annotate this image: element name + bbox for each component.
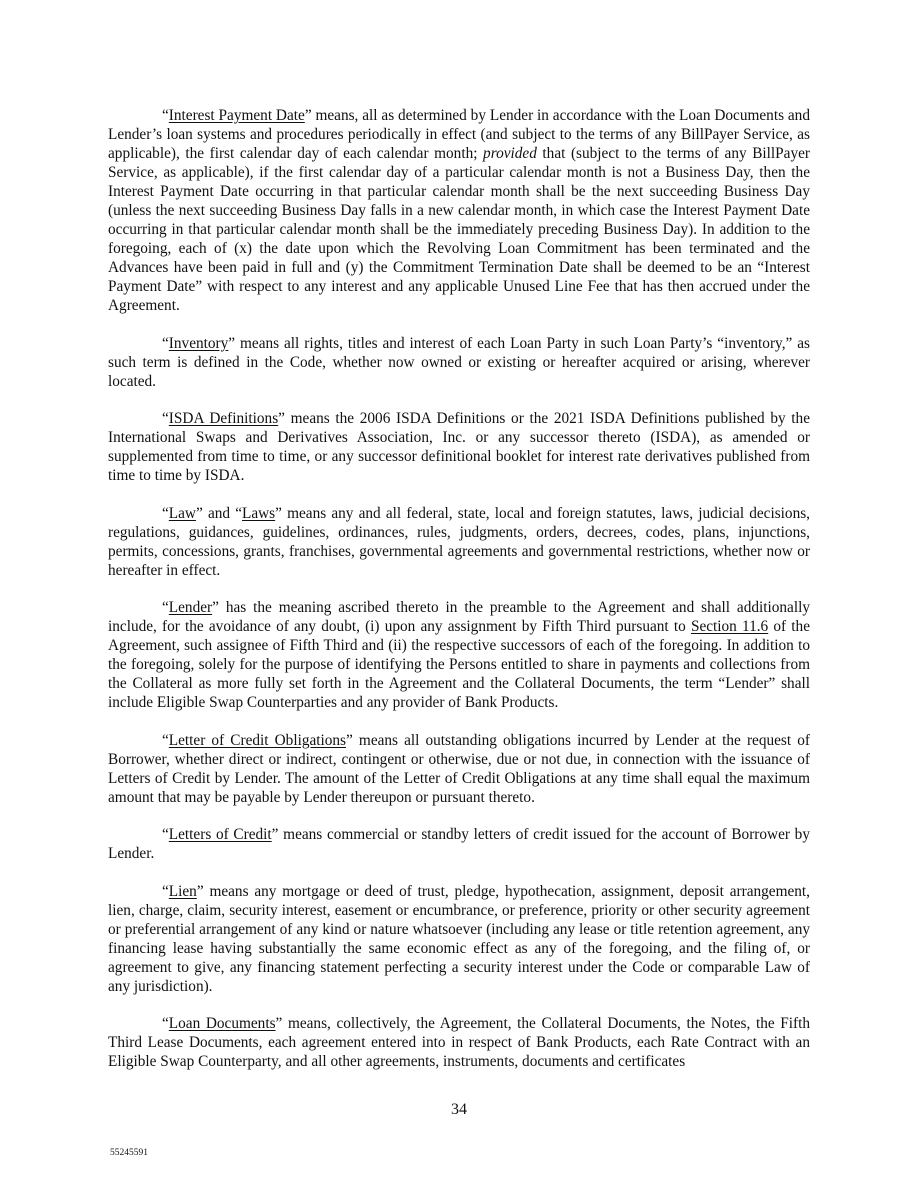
defined-term: Lender bbox=[168, 599, 213, 616]
page-number: 34 bbox=[451, 1101, 467, 1118]
definition-law: “Law” and “Laws” means any and all federal, state, local and foreign statutes, laws, judicial decisions, regulations, guidances, guidelines, ordinances, rules, judgments, orders, decrees, codes, plans, injunctions, permits, concessions, grants, franchises, governmental agreements and governmental restrictions, whether now or hereafter in effect. bbox=[108, 504, 810, 579]
document-id: 55245591 bbox=[110, 1148, 148, 1158]
definition-lender: “Lender” has the meaning ascribed thereto in the preamble to the Agreement and shall additionally include, for the avoidance of any doubt, (i) upon any assignment by Fifth Third pursuant to Section 11.6 of the Agreement, such assignee of Fifth Third and (ii) the respective successors of each of the foregoing. In addition to the foregoing, solely for the purpose of identifying the Persons entitled to share in payments and collections from the Collateral as more fully set forth in the Agreement and the Collateral Documents, the term “Lender” shall include Eligible Swap Counterparties and any provider of Bank Products. bbox=[108, 599, 810, 711]
defined-term: Laws bbox=[242, 504, 276, 522]
section-reference: Section 11.6 bbox=[690, 618, 769, 635]
definition-letter-of-credit-obligations: “Letter of Credit Obligations” means all outstanding obligations incurred by Lender at the request of Borrower, whether direct or indirect, contingent or otherwise, due or not due, in connection with the issuance of Letters of Credit by Lender. The amount of the Letter of Credit Obligations at any time shall equal the maximum amount that may be payable by Lender thereupon or pursuant thereto. bbox=[108, 731, 810, 806]
defined-term: ISDA Definitions bbox=[168, 410, 279, 427]
definition-letters-of-credit: “Letters of Credit” means commercial or standby letters of credit issued for the account of Borrower by Lender. bbox=[108, 826, 810, 862]
defined-term: Letters of Credit bbox=[168, 826, 272, 843]
definition-lien: “Lien” means any mortgage or deed of trust, pledge, hypothecation, assignment, deposit arrangement, lien, charge, claim, security interest, easement or encumbrance, or preference, priority or other security agreement or preferential arrangement of any kind or nature whatsoever (including any lease or title retention agreement, any financing lease having substantially the same economic effect as any of the foregoing, and the filing of, or agreement to give, any financing statement perfecting a security interest under the Code or comparable Law of any jurisdiction). bbox=[108, 882, 810, 995]
defined-term: Inventory bbox=[168, 334, 229, 352]
definition-loan-documents: “Loan Documents” means, collectively, the Agreement, the Collateral Documents, the Notes, the Fifth Third Lease Documents, each agreement entered into in respect of Bank Products, each Rate Contract with an Eligible Swap Counterparty, and all other agreements, instruments, documents and certificates bbox=[108, 1015, 810, 1070]
defined-term: Interest Payment Date bbox=[168, 107, 305, 124]
defined-term: Lien bbox=[168, 882, 197, 900]
defined-term: Letter of Credit Obligations bbox=[168, 731, 347, 749]
definition-inventory: “Inventory” means all rights, titles and interest of each Loan Party in such Loan Party’s “inventory,” as such term is defined in the Code, whether now owned or existing or hereafter acquired or arising, wherever located. bbox=[108, 334, 810, 390]
definition-interest-payment-date: “Interest Payment Date” means, all as determined by Lender in accordance with the Loan Documents and Lender’s loan systems and procedures periodically in effect (and subject to the terms of any BillPayer Service, as applicable), the first calendar day of each calendar month; provided that (subject to the terms of any BillPayer Service, as applicable), if the first calendar day of a particular calendar month is not a Business Day, then the Interest Payment Date occurring in that particular calendar month shall be the next succeeding Business Day (unless the next succeeding Business Day falls in a new calendar month, in which case the Interest Payment Date occurring in that particular calendar month shall be the immediately preceding Business Day). In addition to the foregoing, each of (x) the date upon which the Revolving Loan Commitment has been terminated and the Advances have been paid in full and (y) the Commitment Termination Date shall be deemed to be an “Interest Payment Date” with respect to any interest and any applicable Unused Line Fee that has then accrued under the Agreement. bbox=[108, 107, 810, 314]
defined-term: Loan Documents bbox=[168, 1015, 276, 1032]
document-body bbox=[108, 106, 810, 1090]
definition-isda-definitions: “ISDA Definitions” means the 2006 ISDA Definitions or the 2021 ISDA Definitions published by the International Swaps and Derivatives Association, Inc. or any successor thereto (ISDA), as amended or supplemented from time to time, or any successor definitional booklet for interest rate derivatives published from time to time by ISDA. bbox=[108, 410, 810, 484]
defined-term: Law bbox=[168, 504, 196, 522]
